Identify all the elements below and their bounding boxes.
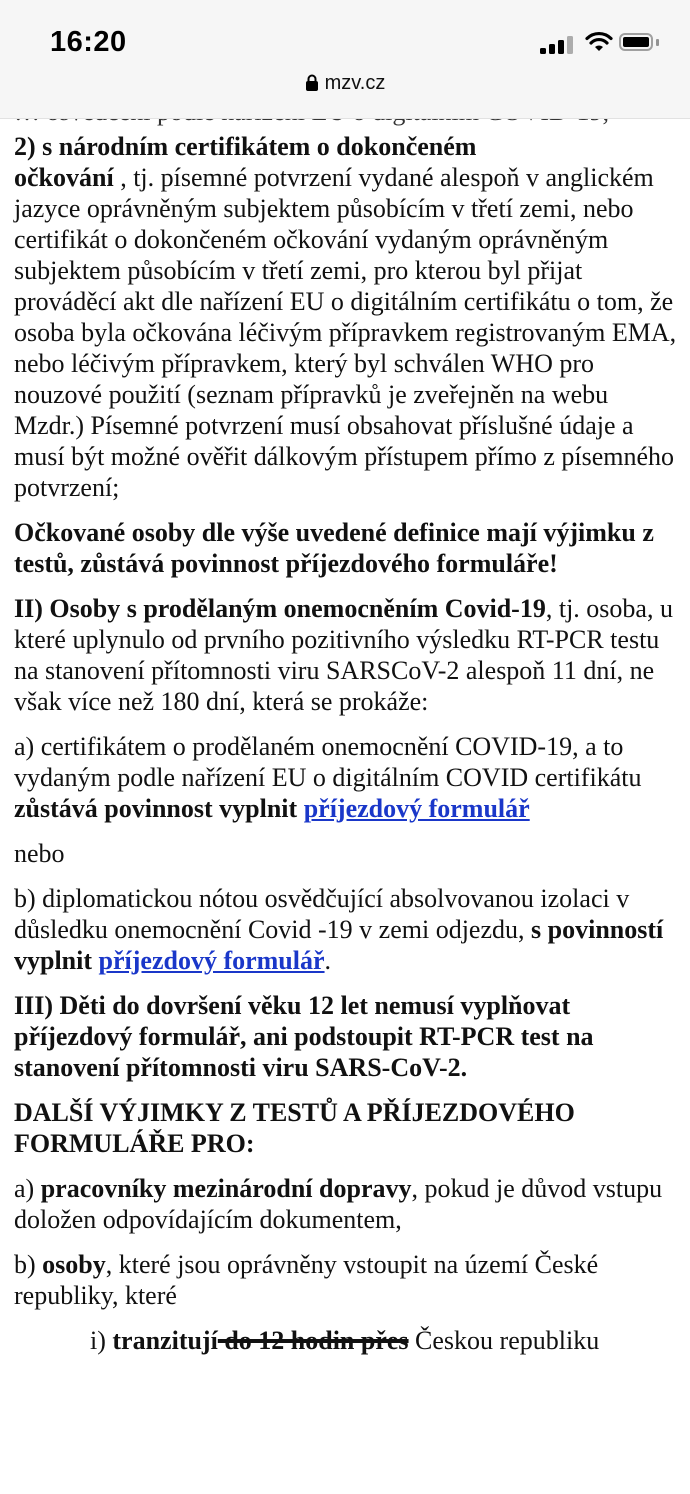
exception-b [14, 1249, 682, 1311]
wifi-icon [585, 31, 613, 53]
vaccinated-note: Očkované osoby dle výše uvedené definice mají výjimku z testů, zůstává povinnost příjezdového formuláře! [14, 518, 654, 578]
item-text: a) certifikátem o prodělaném onemocnění COVID-19, a to vydaným podle nařízení EU o digitálním COVID certifikátu [14, 732, 642, 792]
paragraph-heading-cont: očkování [14, 163, 114, 192]
exceptions-heading: DALŠÍ VÝJIMKY Z TESTŮ A PŘÍJEZDOVÉHO FORMULÁŘE PRO: [14, 1098, 575, 1158]
item-bold: s povinností vyplnit [14, 915, 664, 975]
exception-text: , pokud je důvod vstupu doložen odpovídajícím dokumentem, [14, 1174, 663, 1234]
item-end: . [324, 946, 332, 975]
exception-bold: osoby [42, 1250, 106, 1279]
address-bar[interactable] [0, 72, 690, 95]
paragraph-text: , tj. písemné potvrzení vydané alespoň v anglickém jazyce oprávněným subjektem působícím v třetí zemi, nebo certifikát o dokončeném očkování vydaným oprávněným subjektem působícím v třetí zemi, pro kterou byl přijat prováděcí akt dle nařízení EU o digitálním certifikátu o tom, že osoba byla očkována léčivým přípravkem registrovaným EMA, nebo léčivým přípravkem, který byl schválen WHO pro nouzové použití (seznam přípravků je zveřejněn na webu Mzdr.) Písemné potvrzení musí obsahovat příslušné údaje a musí být možné ověřit dálkovým přístupem přímo z písemného potvrzení; [14, 163, 677, 502]
item-bold: zůstává povinnost vyplnit [14, 794, 304, 823]
exception-text: , které jsou oprávněny vstoupit na území České republiky, které [14, 1250, 599, 1310]
exception-bold: pracovníky mezinárodní dopravy [40, 1174, 412, 1203]
section-text: , tj. osoba, u které uplynulo od prvního pozitivního výsledku RT-PCR testu na stanovení přítomnosti viru SARSCoV-2 alespoň 11 dní, ne však více než 180 dní, která se prokáže: [14, 594, 673, 716]
arrival-form-link[interactable]: příjezdový formulář [303, 794, 530, 823]
struck-text: do 12 hodin přes [217, 1326, 409, 1355]
paragraph-national-certificate [14, 131, 682, 503]
exception-bold: tranzitují [112, 1326, 218, 1355]
section-children: III) Děti do dovršení věku 12 let nemusí vyplňovat příjezdový formulář, ani podstoupit RT-PCR test na stanovení přítomnosti viru SARS-CoV-2. [14, 991, 594, 1082]
cellular-signal-icon [540, 34, 574, 54]
exception-prefix: i) [90, 1326, 113, 1355]
section-heading: II) Osoby s prodělaným onemocněním Covid-19 [14, 594, 546, 623]
exception-prefix: b) [14, 1250, 43, 1279]
exception-prefix: a) [14, 1174, 41, 1203]
or-text: nebo [14, 839, 65, 868]
item-b-diplomatic-note [14, 883, 682, 976]
item-a-certificate [14, 731, 682, 824]
section-recovered [14, 593, 682, 717]
arrival-form-link[interactable]: příjezdový formulář [98, 946, 325, 975]
exception-a [14, 1173, 682, 1235]
item-text: b) diplomatickou nótou osvědčující absolvovanou izolaci v důsledku onemocnění Covid -19 v zemi odjezdu, [14, 884, 630, 944]
exception-b-i [14, 1325, 682, 1356]
clock: 16:20 [50, 26, 127, 58]
article-content [14, 96, 682, 1370]
exception-text: Českou republiku [408, 1326, 600, 1355]
battery-icon [619, 33, 661, 55]
status-bar [0, 0, 690, 119]
paragraph-heading: 2) s národním certifikátem o dokončeném [14, 132, 477, 161]
url-text: mzv.cz [324, 72, 386, 94]
lock-icon [305, 74, 319, 92]
